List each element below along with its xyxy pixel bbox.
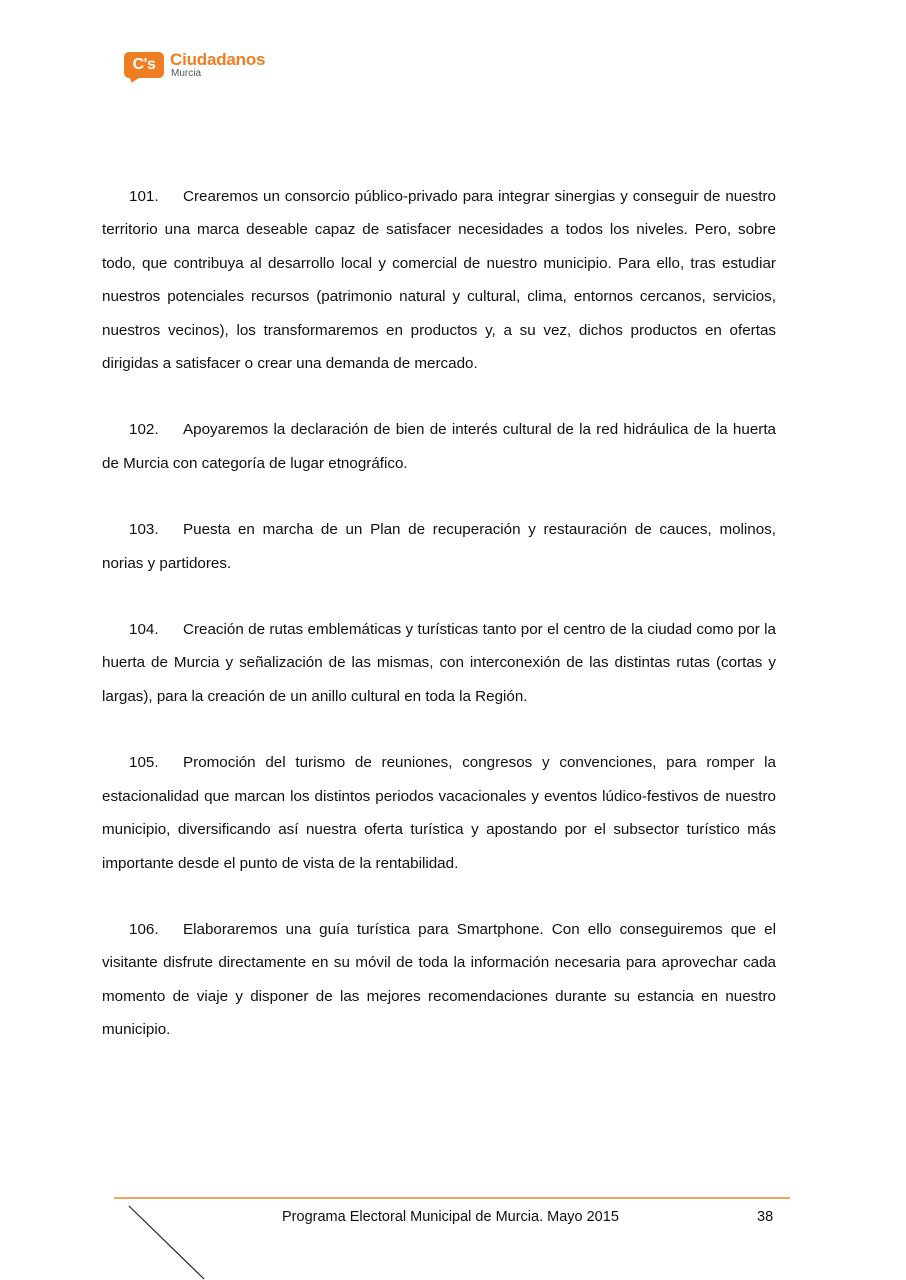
proposal-item-105 — [102, 746, 776, 880]
footer-rule — [114, 1197, 790, 1199]
proposal-text: Promoción del turismo de reuniones, congresos y convenciones, para romper la estacionalidad que marcan los distintos periodos vacacionales y eventos lúdico-festivos de nuestro municipio, diversificando así nuestra oferta turística y apostando por el subsector turístico más importante desde el punto de vista de la rentabilidad. — [102, 754, 776, 872]
ciudadanos-logo — [124, 50, 274, 86]
proposal-number: 101. — [129, 188, 159, 205]
logo-badge: C's — [124, 52, 164, 78]
logo-name: Ciudadanos — [170, 50, 266, 69]
footer-corner-line — [128, 1205, 208, 1280]
proposal-item-103 — [102, 513, 776, 580]
proposal-item-102 — [102, 413, 776, 480]
proposal-number: 105. — [129, 754, 159, 772]
proposal-number: 102. — [129, 421, 159, 439]
footer-title: Programa Electoral Municipal de Murcia. Mayo 2015 — [282, 1209, 619, 1225]
page-number: 38 — [757, 1209, 774, 1225]
proposal-number: 103. — [129, 521, 159, 539]
logo-subtitle: Murcia — [171, 68, 202, 79]
proposal-item-104 — [102, 613, 776, 713]
proposal-text: Apoyaremos la declaración de bien de interés cultural de la red hidráulica de la huerta de Murcia con categoría de lugar etnográfico. — [102, 421, 776, 472]
proposal-text: Elaboraremos una guía turística para Smartphone. Con ello conseguiremos que el visitante disfrute directamente en su móvil de toda la información necesaria para aprovechar cada momento de viaje y disponer de las mejores recomendaciones durante su estancia en nuestro municipio. — [102, 920, 776, 1039]
proposal-text: Creación de rutas emblemáticas y turísticas tanto por el centro de la ciudad como por la huerta de Murcia y señalización de las mismas, con interconexión de las distintas rutas (cortas y largas), para la creación de un anillo cultural en toda la Región. — [102, 621, 776, 705]
proposal-number: 106. — [129, 920, 159, 938]
proposal-text: Puesta en marcha de un Plan de recuperación y restauración de cauces, molinos, norias y partidores. — [102, 521, 776, 572]
proposal-item-101 — [102, 180, 776, 380]
document-body — [102, 180, 776, 1080]
proposal-number: 104. — [129, 621, 159, 639]
proposal-text: Crearemos un consorcio público-privado para integrar sinergias y conseguir de nuestro territorio una marca deseable capaz de satisfacer necesidades a todos los niveles. Pero, sobre todo, que contribuya al desarrollo local y comercial de nuestro municipio. Para ello, tras estudiar nuestros potenciales recursos (patrimonio natural y cultural, clima, entornos cercanos, servicios, nuestros vecinos), los transformaremos en productos y, a su vez, dichos productos en ofertas dirigidas a satisfacer o crear una demanda de mercado. — [102, 188, 776, 373]
proposal-item-106 — [102, 913, 776, 1047]
